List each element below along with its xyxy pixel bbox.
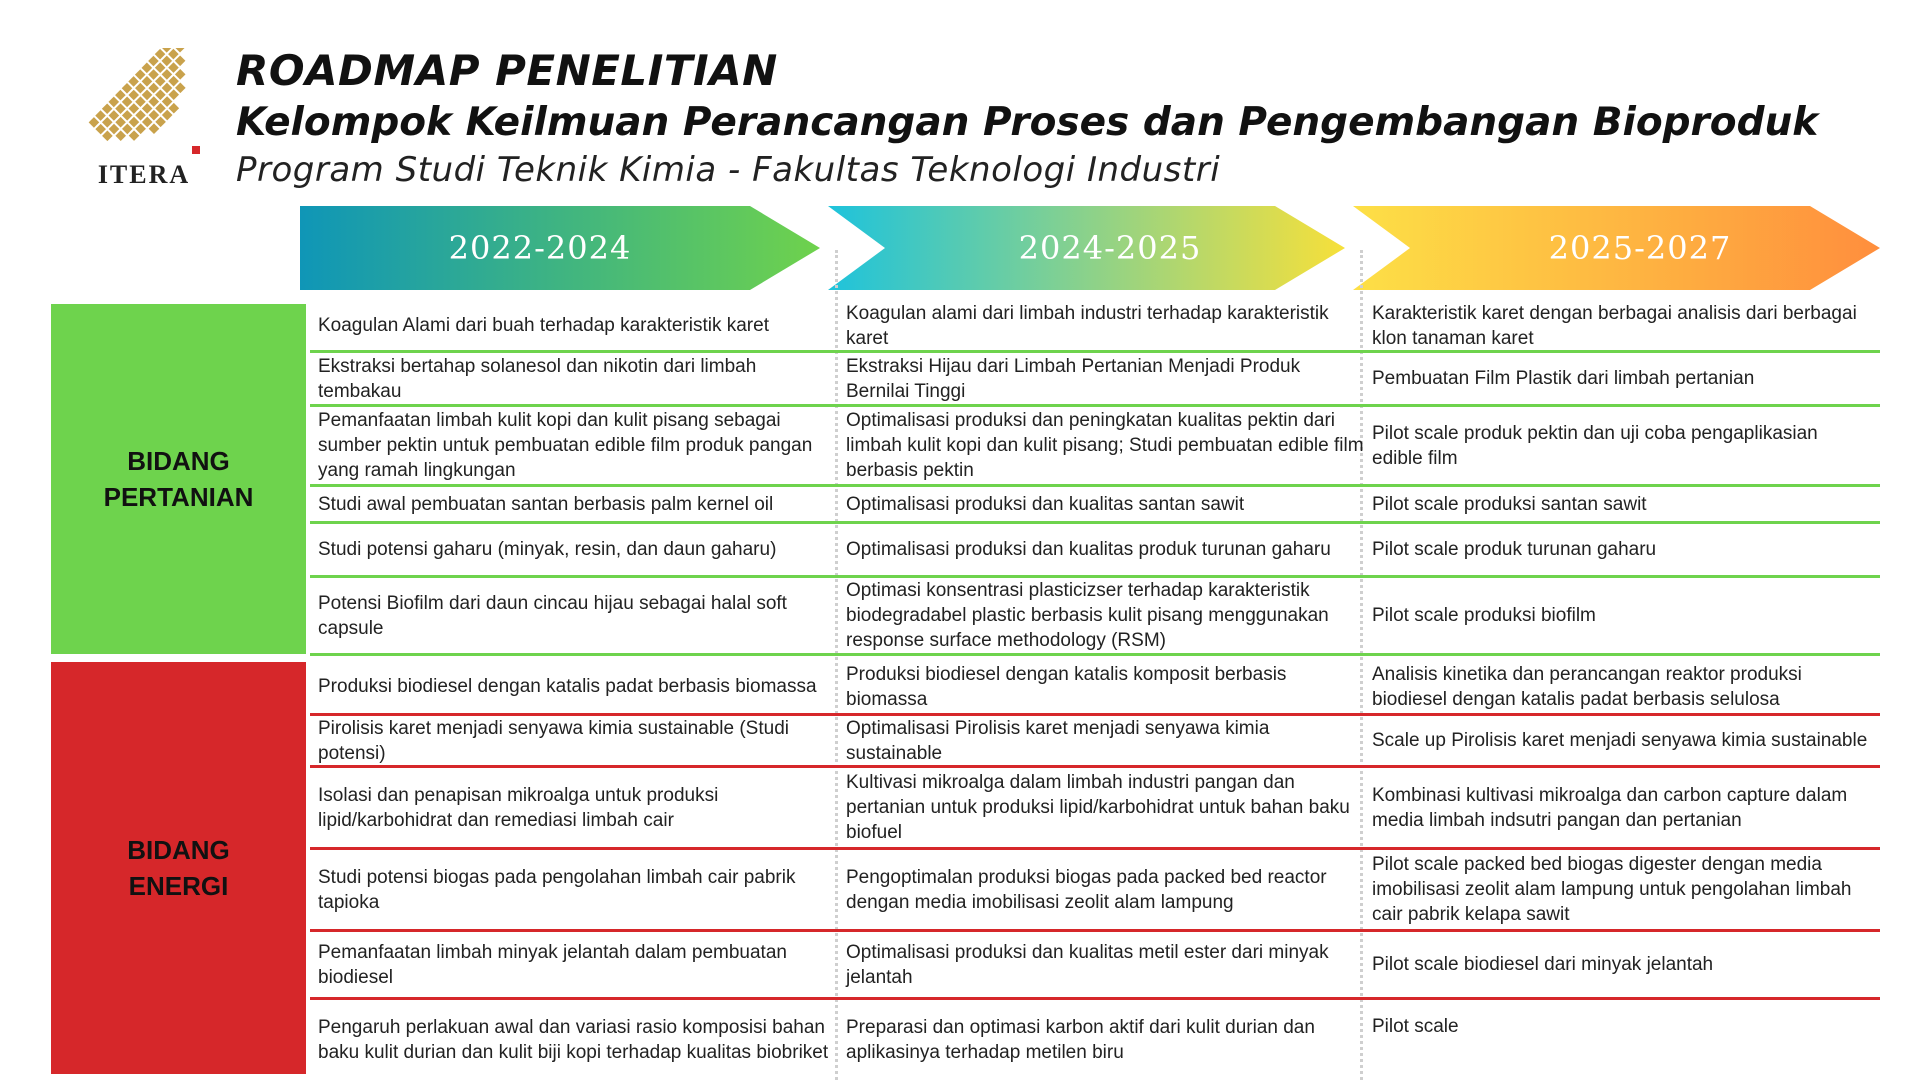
table-cell: Pengoptimalan produksi biogas pada packed bed reactor dengan media imobilisasi zeolit alam lampung: [846, 866, 1327, 913]
logo-tile: [155, 117, 166, 128]
table-cell: Optimasi konsentrasi plasticizser terhadap karakteristik biodegradabel plastic berbasis kulit pisang menggunakan response surface methodology (RSM): [846, 580, 1329, 651]
logo-text: ITERA: [97, 160, 191, 189]
logo-tile: [155, 103, 166, 114]
logo-tile: [142, 90, 153, 101]
logo-tile: [175, 55, 186, 66]
table-cell: Preparasi dan optimasi karbon aktif dari kulit durian dan aplikasinya terhadap metilen biru: [846, 1017, 1315, 1063]
logo-tile: [148, 83, 159, 94]
field-box-energi: [51, 662, 306, 1074]
logo-tile: [135, 83, 146, 94]
table-cell: Scale up Pirolisis karet menjadi senyawa kimia sustainable: [1372, 730, 1868, 751]
program-label: Program Studi Teknik Kimia - Fakultas Teknologi Industri: [236, 150, 1221, 190]
logo-tile: [148, 96, 159, 107]
logo-tile: [135, 124, 146, 135]
table-cell: Optimalisasi produksi dan peningkatan kualitas pektin dari limbah kulit kopi dan kulit pisang; Studi pembuatan edible film berbasis pektin: [846, 410, 1364, 481]
logo-tile: [115, 117, 126, 128]
logo-tile: [168, 76, 179, 87]
table-cell: Pemanfaatan limbah kulit kopi dan kulit pisang sebagai sumber pektin untuk pembuatan edible film produk pangan yang ramah lingkungan: [318, 410, 813, 481]
logo-tile: [95, 110, 106, 121]
field-label: PERTANIAN: [103, 482, 254, 512]
table-cell: Pilot scale produk turunan gaharu: [1372, 539, 1657, 560]
table-cell: Isolasi dan penapisan mikroalga untuk produksi lipid/karbohidrat dan remediasi limbah cair: [318, 784, 719, 831]
table-cell: Optimalisasi produksi dan kualitas produk turunan gaharu: [846, 539, 1331, 560]
table-cell: Pilot scale produksi santan sawit: [1372, 493, 1647, 515]
logo-tile: [168, 49, 179, 60]
logo-tile: [89, 117, 100, 128]
table-cell: Koagulan Alami dari buah terhadap karakteristik karet: [318, 315, 769, 336]
logo-tile: [102, 131, 113, 142]
table-cell: Pilot scale packed bed biogas digester dengan media imobilisasi zeolit alam lampung untuk pengolahan limbah cair pabrik kelapa sawit: [1372, 854, 1852, 925]
table-cell: Pilot scale produksi biofilm: [1372, 605, 1596, 626]
table-cell: Ekstraksi Hijau dari Limbah Pertanian Menjadi Produk Bernilai Tinggi: [846, 355, 1301, 402]
logo-tile: [129, 117, 140, 128]
logo-tile: [175, 83, 186, 94]
table-row: [310, 578, 1880, 656]
table-cell: Studi awal pembuatan santan berbasis palm kernel oil: [318, 493, 774, 515]
table-cell: Karakteristik karet dengan berbagai analisis dari berbagai klon tanaman karet: [1372, 302, 1857, 349]
table-cell: Pemanfaatan limbah minyak jelantah dalam pembuatan biodiesel: [318, 941, 787, 988]
table-cell: Optimalisasi Pirolisis karet menjadi senyawa kimia sustainable: [846, 717, 1270, 764]
table-cell: Pilot scale: [1372, 1016, 1459, 1037]
table-cell: Studi potensi gaharu (minyak, resin, dan daun gaharu): [318, 539, 777, 560]
table-row: [310, 301, 1880, 353]
logo-tile: [108, 97, 119, 108]
table-cell: Potensi Biofilm dari daun cincau hijau sebagai halal soft capsule: [318, 592, 787, 639]
logo-tile: [161, 56, 172, 67]
table-cell: Ekstraksi bertahap solanesol dan nikotin dari limbah tembakau: [318, 355, 757, 402]
logo-tile: [109, 110, 120, 121]
period-label-1: 2022-2024: [448, 229, 632, 267]
table-cell: Optimalisasi produksi dan kualitas metil ester dari minyak jelantah: [846, 941, 1329, 988]
logo-tile: [168, 62, 179, 73]
table-row: [310, 487, 1880, 524]
logo-tile: [162, 110, 173, 121]
logo-tile: [142, 103, 153, 114]
logo-tile: [155, 76, 166, 87]
logo-tile: [142, 63, 153, 74]
table-cell: Produksi biodiesel dengan katalis padat berbasis biomassa: [318, 676, 817, 697]
table-row: [310, 1000, 1880, 1080]
table-row: [310, 353, 1880, 407]
logo-accent: [192, 146, 200, 154]
logo-tile: [148, 56, 159, 67]
logo-tile: [115, 90, 126, 101]
logo-tile: [155, 89, 166, 100]
logo-tile: [109, 124, 120, 135]
logo-tile: [155, 49, 166, 60]
logo-tile: [135, 110, 146, 121]
table-row: [310, 524, 1880, 578]
logo-tile: [175, 69, 186, 80]
logo-tile: [135, 96, 146, 107]
logo-tile: [149, 123, 160, 134]
logo-tile: [122, 110, 133, 121]
logo-tile: [142, 117, 153, 128]
table-row: [310, 660, 1880, 716]
logo-tile: [168, 89, 179, 100]
field-label: BIDANG: [127, 446, 230, 476]
logo-tile: [102, 103, 113, 114]
logo-tile: [102, 117, 113, 128]
period-label-3: 2025-2027: [1548, 229, 1732, 267]
table-row: [310, 407, 1880, 487]
table-row: [310, 850, 1880, 932]
table-cell: Kombinasi kultivasi mikroalga dan carbon capture dalam media limbah indsutri pangan dan pertanian: [1372, 784, 1848, 831]
table-cell: Pirolisis karet menjadi senyawa kimia sustainable (Studi potensi): [318, 717, 789, 764]
logo-tile: [122, 83, 133, 94]
logo-tile: [142, 76, 153, 87]
period-label-2: 2024-2025: [1018, 229, 1202, 267]
logo-tile: [115, 103, 126, 114]
logo-tile: [122, 124, 133, 135]
table-cell: Analisis kinetika dan perancangan reaktor produksi biodiesel dengan katalis padat berbasis selulosa: [1372, 663, 1802, 710]
field-box-pertanian: [51, 304, 306, 654]
table-cell: Kultivasi mikroalga dalam limbah industri pangan dan pertanian untuk produksi lipid/karbohidrat untuk bahan baku biofuel: [846, 772, 1350, 843]
logo-tile: [129, 130, 140, 141]
table-cell: Pengaruh perlakuan awal dan variasi rasio komposisi bahan baku kulit durian dan kulit biji kopi terhadap kualitas biobriket: [318, 1017, 829, 1063]
logo-tile: [128, 90, 139, 101]
logo-tile: [162, 96, 173, 107]
logo-tile: [169, 103, 180, 114]
logo-tile: [149, 110, 160, 121]
table-cell: Pilot scale produk pektin dan uji coba pengaplikasian edible film: [1372, 422, 1818, 469]
logo-tile: [162, 69, 173, 80]
table-cell: Studi potensi biogas pada pengolahan limbah cair pabrik tapioka: [318, 866, 796, 913]
table-cell: Pilot scale biodiesel dari minyak jelantah: [1372, 954, 1714, 975]
table-row: [310, 716, 1880, 768]
table-cell: Koagulan alami dari limbah industri terhadap karakteristik karet: [846, 302, 1329, 349]
table-cell: Produksi biodiesel dengan katalis komposit berbasis biomassa: [846, 663, 1287, 710]
logo-tile: [155, 62, 166, 73]
logo-tile: [148, 69, 159, 80]
table-row: [310, 768, 1880, 850]
logo-tile: [129, 103, 140, 114]
page-title: ROADMAP PENELITIAN: [236, 46, 778, 95]
logo-tile: [162, 83, 173, 94]
logo-tile: [128, 76, 139, 87]
logo-tile: [122, 97, 133, 108]
table-cell: Optimalisasi produksi dan kualitas santan sawit: [846, 493, 1245, 515]
page-subtitle: Kelompok Keilmuan Perancangan Proses dan Pengembangan Bioproduk: [236, 100, 1819, 145]
logo-tile: [95, 124, 106, 135]
field-label: ENERGI: [128, 871, 229, 901]
logo-tile: [115, 130, 126, 141]
field-label: BIDANG: [127, 835, 230, 865]
table-cell: Pembuatan Film Plastik dari limbah pertanian: [1372, 368, 1755, 389]
table-row: [310, 932, 1880, 1000]
logo-tile: [135, 69, 146, 80]
